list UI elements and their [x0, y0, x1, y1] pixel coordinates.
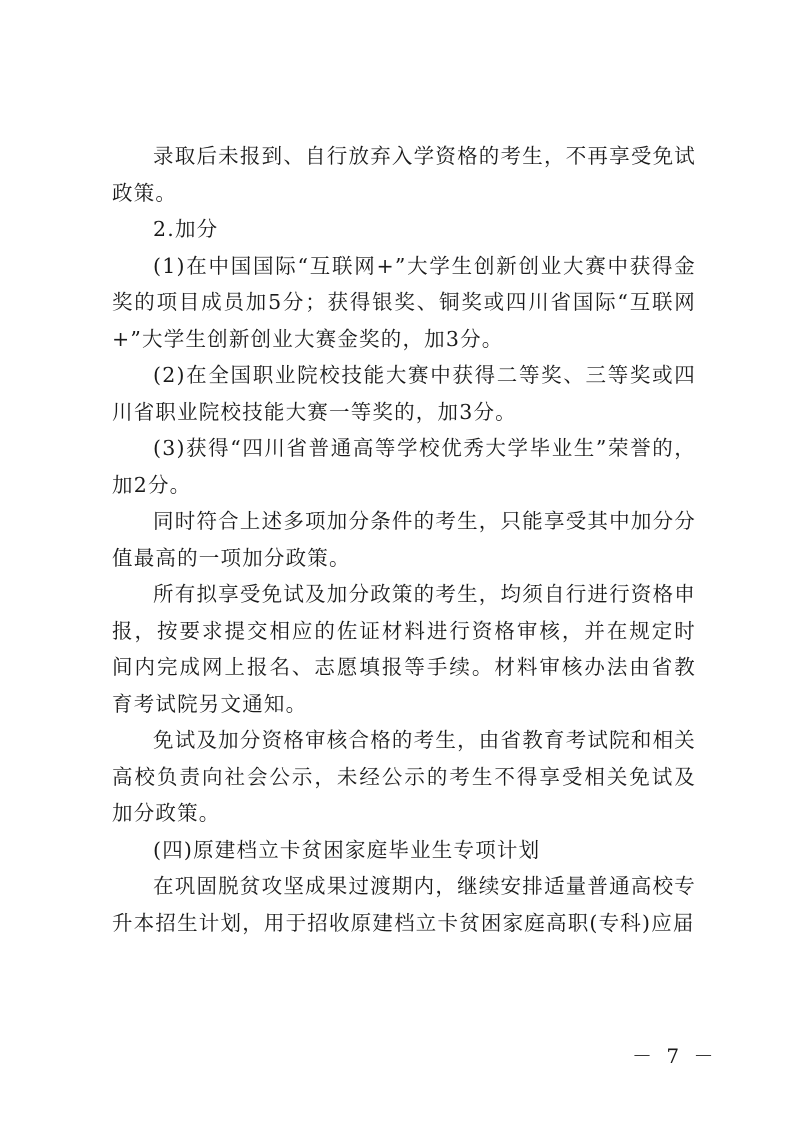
page-number: － 7 －	[632, 1044, 718, 1068]
paragraph-bonus-internet-plus: (1)在中国国际“互联网+”大学生创新创业大赛中获得金奖的项目成员加5分；获得银奖、铜奖或四川省国际“互联网+”大学生创新创业大赛金奖的，加3分。	[112, 253, 696, 351]
section-heading-special-plan: (四)原建档立卡贫困家庭毕业生专项计划	[153, 837, 541, 862]
paragraph-special-plan: 在巩固脱贫攻坚成果过渡期内，继续安排适量普通高校专升本招生计划，用于招收原建档立卡贫困家庭高职(专科)应届	[112, 874, 696, 935]
subheading-bonus-points: 2.加分	[153, 217, 219, 241]
paragraph-bonus-outstanding-graduate: (3)获得“四川省普通高等学校优秀大学毕业生”荣誉的，加2分。	[112, 436, 696, 497]
paragraph-exemption-forfeit: 录取后未报到、自行放弃入学资格的考生，不再享受免试政策。	[112, 144, 696, 205]
paragraph-bonus-highest-only: 同时符合上述多项加分条件的考生，只能享受其中加分分值最高的一项加分政策。	[112, 509, 696, 570]
paragraph-bonus-skills-contest: (2)在全国职业院校技能大赛中获得二等奖、三等奖或四川省职业院校技能大赛一等奖的，加3分。	[112, 363, 696, 424]
paragraph-public-notice: 免试及加分资格审核合格的考生，由省教育考试院和相关高校负责向社会公示，未经公示的考生不得享受相关免试及加分政策。	[112, 728, 696, 825]
document-body	[112, 138, 696, 941]
paragraph-qualification-application: 所有拟享受免试及加分政策的考生，均须自行进行资格申报，按要求提交相应的佐证材料进行资格审核，并在规定时间内完成网上报名、志愿填报等手续。材料审核办法由省教育考试院另文通知。	[112, 582, 696, 716]
